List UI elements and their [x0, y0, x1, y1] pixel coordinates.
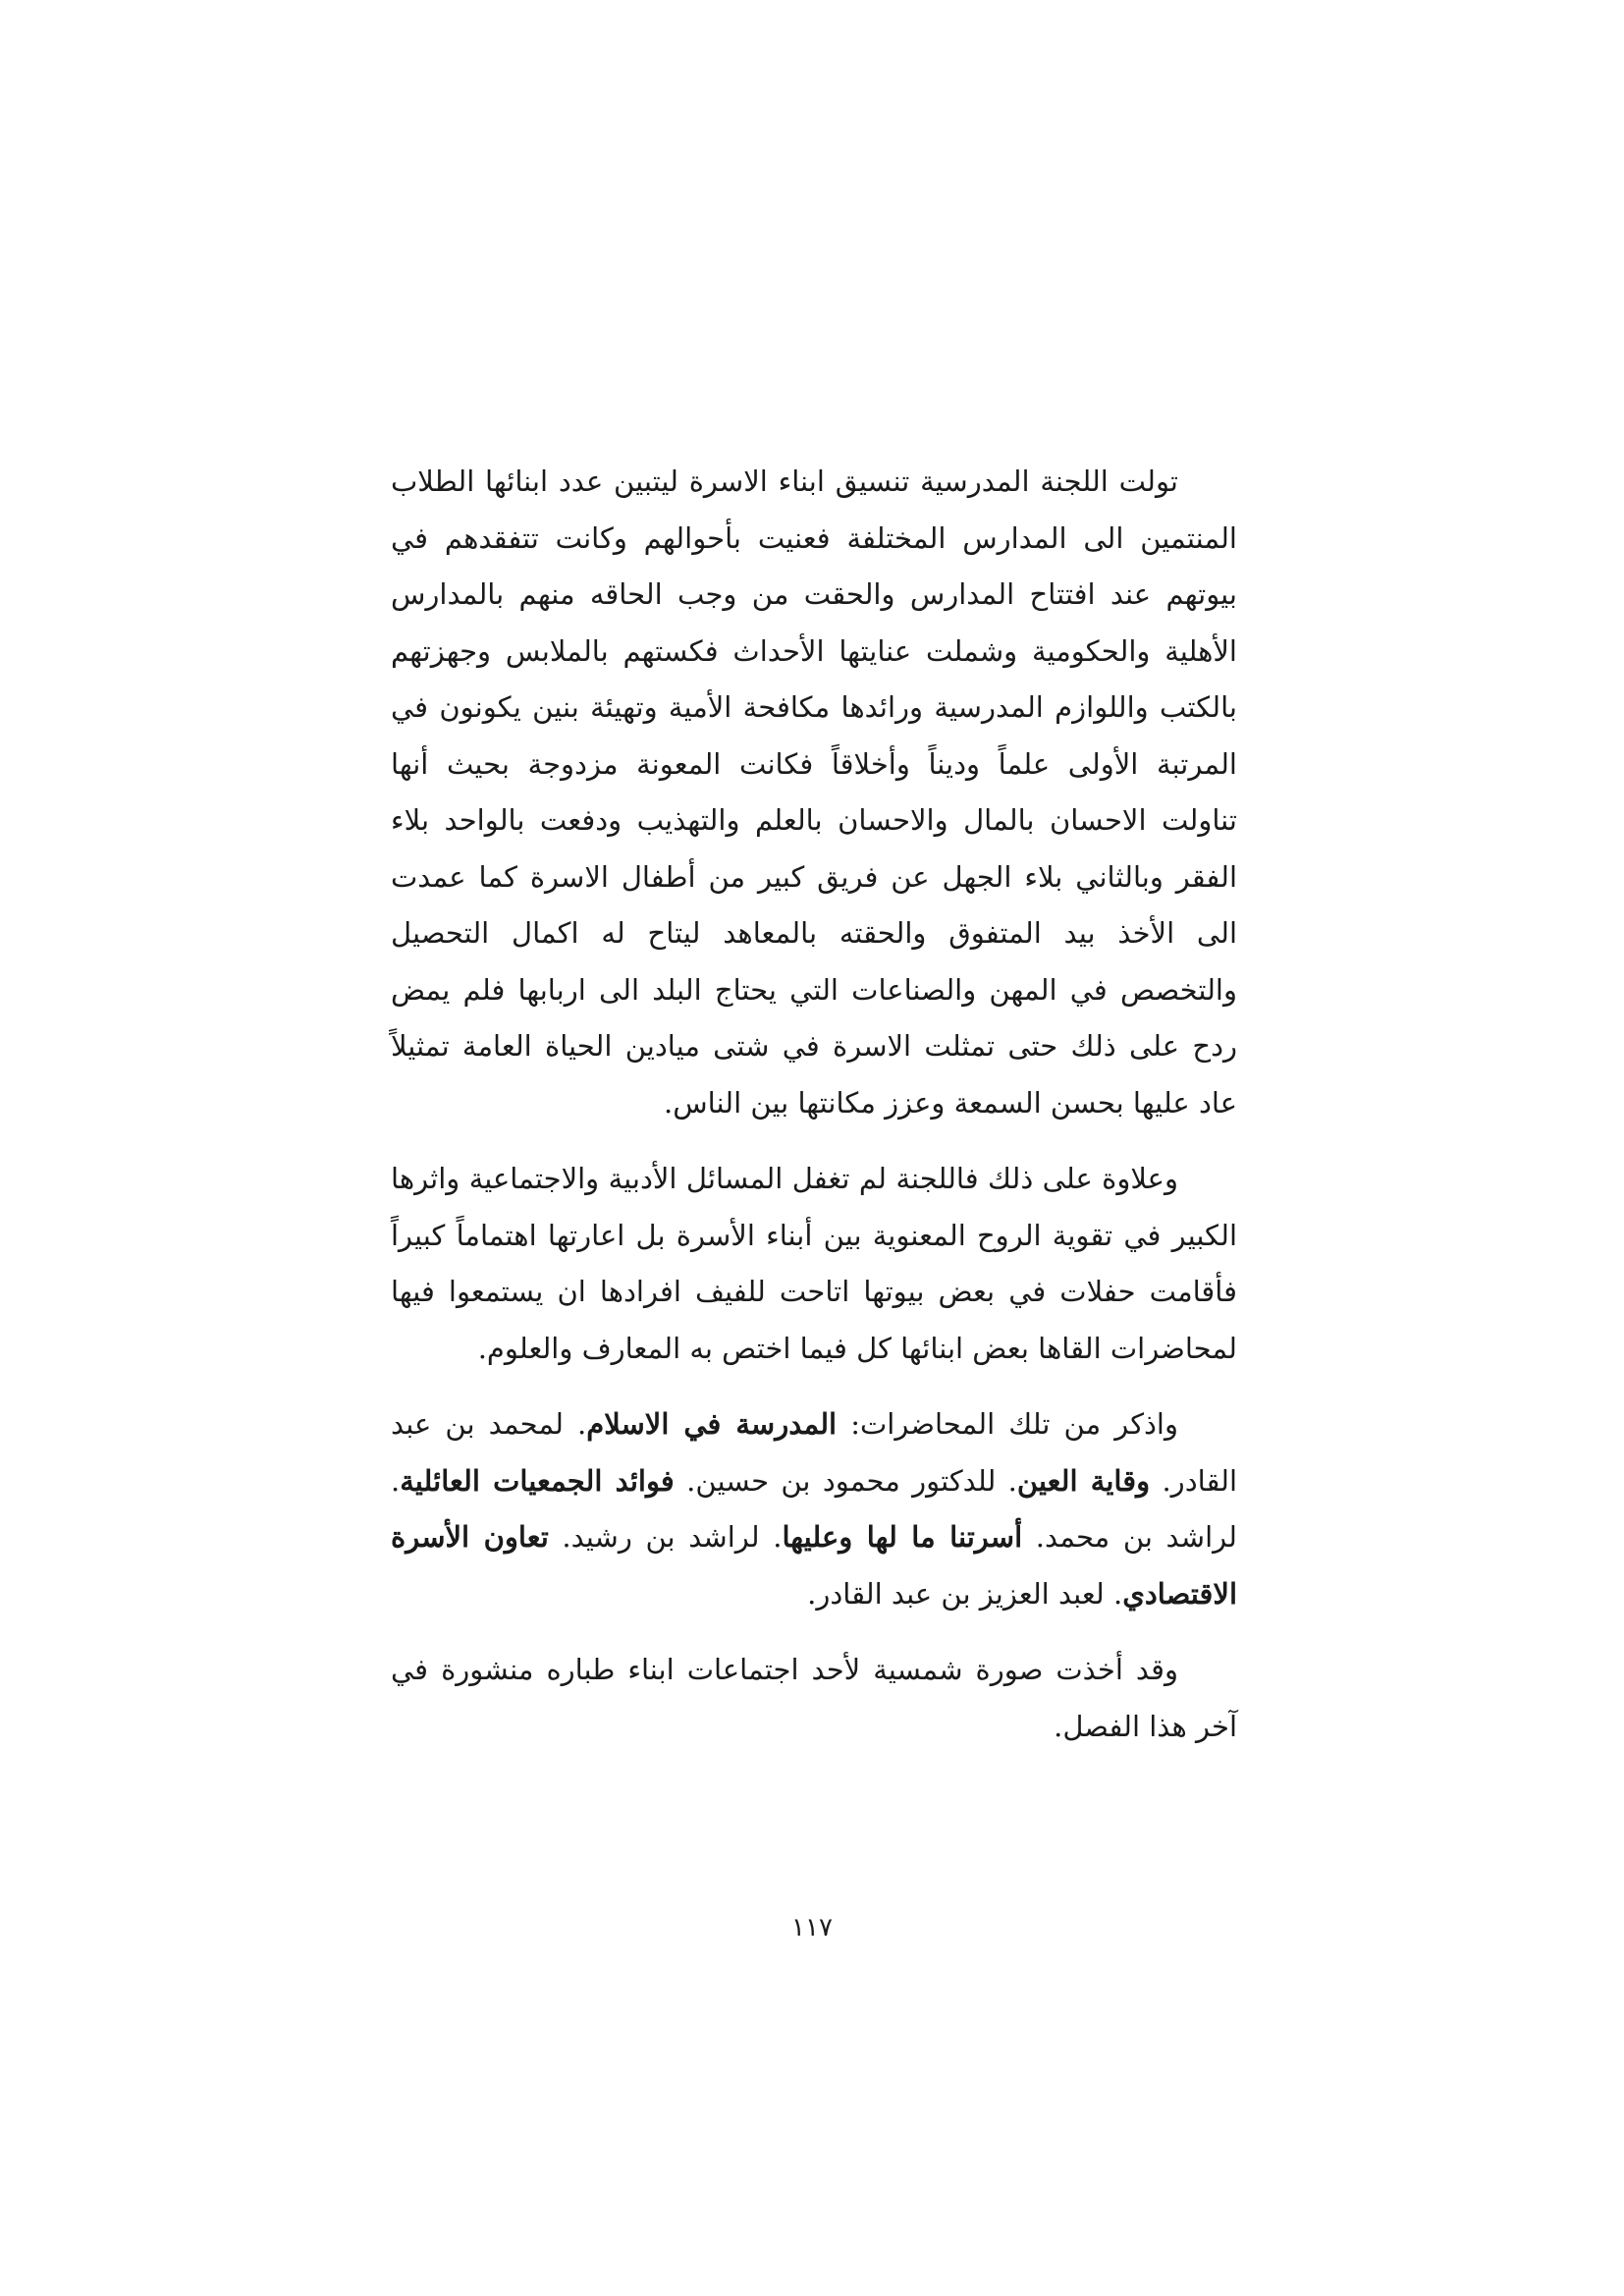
- lecture-author: . للدكتور محمود بن حسين.: [674, 1463, 1017, 1498]
- lecture-title: تعاون الأسرة الاقتصادي: [391, 1520, 1237, 1611]
- paragraph-social-activities: [391, 1151, 1237, 1377]
- paragraph-lectures: [391, 1396, 1237, 1622]
- paragraph-school-committee: [391, 454, 1237, 1131]
- paragraph-text: وقد أخذت صورة شمسية لأحد اجتماعات ابناء طباره منشورة في آخر هذا الفصل.: [391, 1653, 1237, 1743]
- lecture-author: . لعبد العزيز بن عبد القادر.: [807, 1576, 1123, 1611]
- paragraph-photo-note: [391, 1642, 1237, 1755]
- lecture-title: المدرسة في الاسلام: [586, 1407, 838, 1441]
- paragraph-text: وعلاوة على ذلك فاللجنة لم تغفل المسائل الأدبية والاجتماعية واثرها الكبير في تقوية الروح المعنوية بين أبناء الأسرة بل اعارتها اهتماماً كبيراً فأقامت حفلات في بعض بيوتها اتاحت للفيف افرادها ان يستمعوا فيها لمحاضرات القاها بعض ابنائها كل فيما اختص به المعارف والعلوم.: [391, 1162, 1237, 1365]
- lecture-author: . لمحمد بن عبد القادر.: [391, 1407, 1238, 1498]
- lecture-title: وقاية العين: [1016, 1463, 1151, 1498]
- paragraph-text: واذكر من تلك المحاضرات:: [837, 1407, 1178, 1441]
- lecture-title: فوائد الجمعيات العائلية: [400, 1463, 675, 1498]
- page-number: ١١٧: [791, 1913, 833, 1942]
- paragraph-text: تولت اللجنة المدرسية تنسيق ابناء الاسرة ليتبين عدد ابنائها الطلاب المنتمين الى المدارس المختلفة فعنيت بأحوالهم وكانت تتفقدهم في بيوتهم عند افتتاح المدارس والحقت من وجب الحاقه منهم بالمدارس الأهلية والحكومية وشملت عنايتها الأحداث فكستهم بالملابس وجهزتهم بالكتب واللوازم المدرسية ورائدها مكافحة الأمية وتهيئة بنين يكونون في المرتبة الأولى علماً وديناً وأخلاقاً فكانت المعونة مزدوجة بحيث أنها تناولت الاحسان بالمال والاحسان بالعلم والتهذيب ودفعت بالواحد بلاء الفقر وبالثاني بلاء الجهل عن فريق كبير من أطفال الاسرة كما عمدت الى الأخذ بيد المتفوق والحقته بالمعاهد ليتاح له اكمال التحصيل والتخصص في المهن والصناعات التي يحتاج البلد الى اربابها فلم يمض ردح على ذلك حتى تمثلت الاسرة في شتى ميادين الحياة العامة تمثيلاً عاد عليها بحسن السمعة وعزز مكانتها بين الناس.: [391, 465, 1237, 1120]
- lecture-author: . لراشد بن محمد.: [391, 1463, 1237, 1554]
- body-text: [391, 454, 1237, 1775]
- lecture-author: . لراشد بن رشيد.: [548, 1520, 783, 1554]
- lecture-title: أسرتنا ما لها وعليها: [782, 1520, 1023, 1554]
